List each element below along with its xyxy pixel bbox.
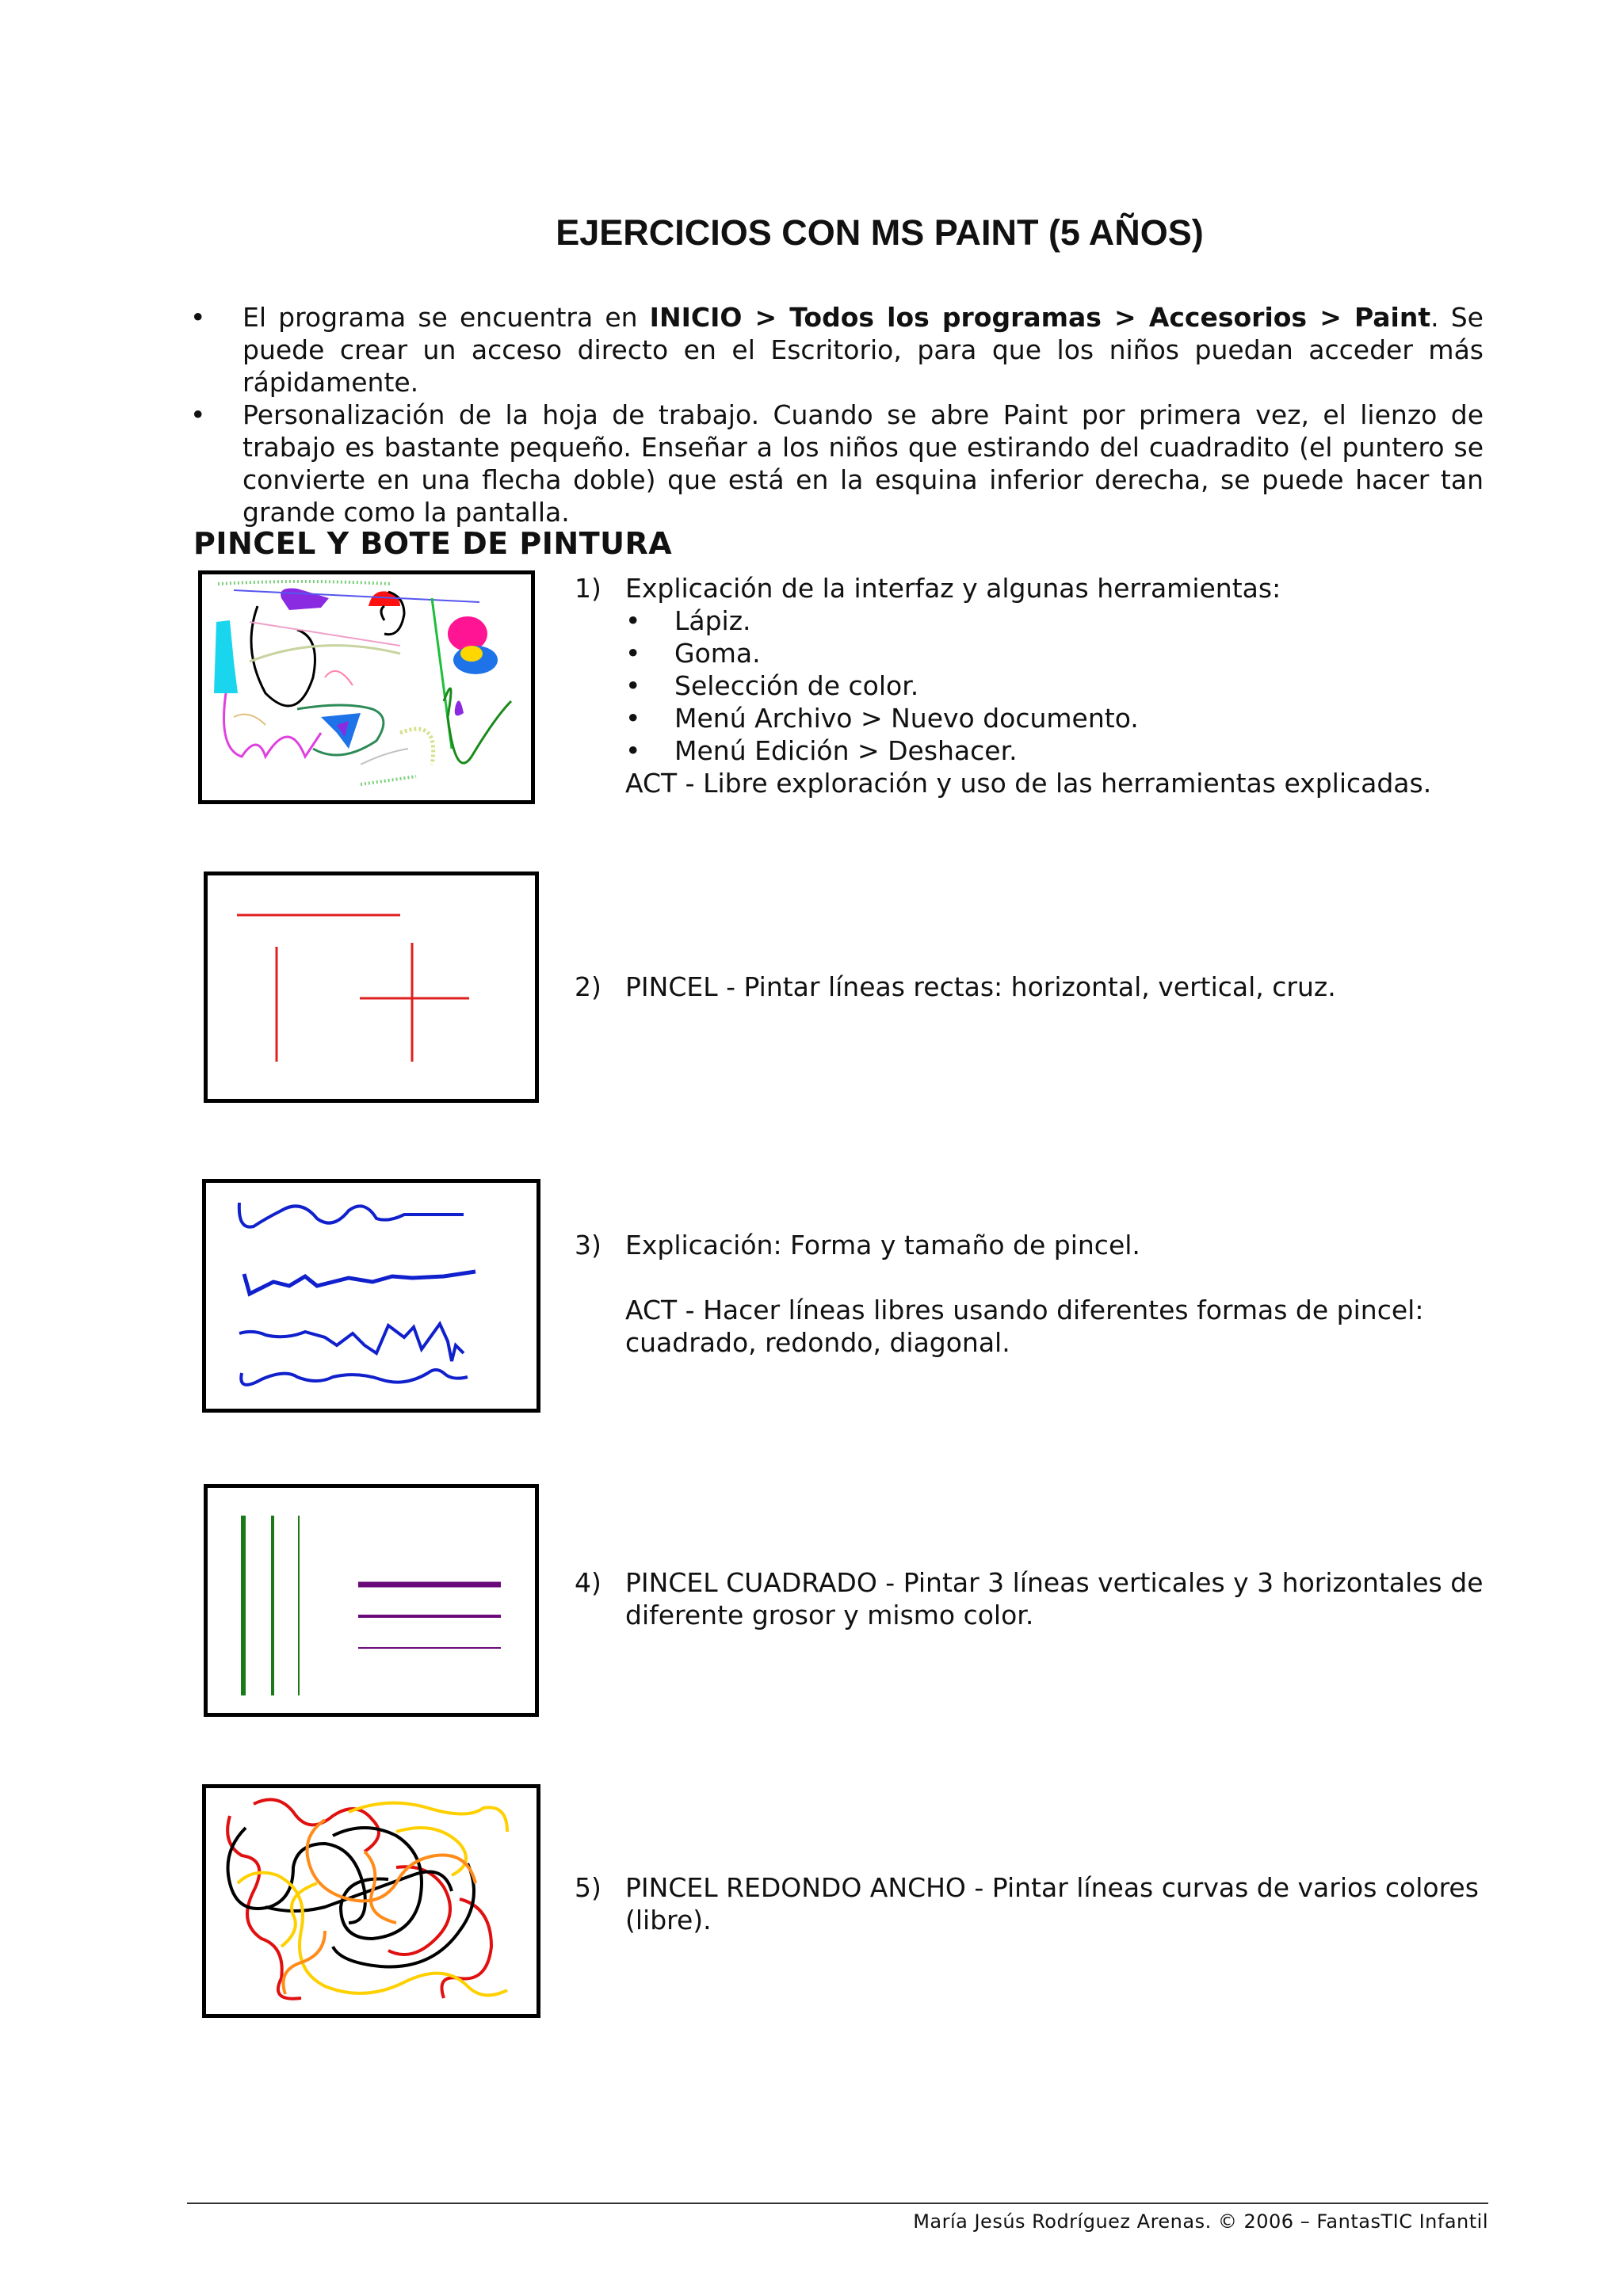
- step-number: 4): [575, 1567, 601, 1598]
- drawing-round-brush-curves-art: [206, 1788, 537, 2014]
- step-3: [575, 1229, 1526, 1359]
- step-number: 3): [575, 1230, 601, 1261]
- tool-list: [625, 605, 1526, 767]
- bullet: •: [625, 670, 641, 701]
- step-text: PINCEL CUADRADO - Pintar 3 líneas verticales y 3 horizontales de diferente grosor y mismo color.: [625, 1567, 1484, 1630]
- tool-label: Menú Edición > Deshacer.: [674, 735, 1018, 766]
- step-text: PINCEL - Pintar líneas rectas: horizontal, vertical, cruz.: [625, 971, 1336, 1002]
- document-title: EJERCICIOS CON MS PAINT (5 AÑOS): [556, 212, 1204, 253]
- tool-item: [625, 734, 1526, 767]
- tool-label: Menú Archivo > Nuevo documento.: [674, 703, 1139, 734]
- drawing-square-brush: [204, 1484, 539, 1717]
- bullet: •: [625, 735, 641, 766]
- bullet: •: [190, 302, 206, 333]
- step-text: PINCEL REDONDO ANCHO - Pintar líneas curvas de varios colores (libre).: [625, 1872, 1479, 1936]
- tool-item: [625, 669, 1526, 702]
- tool-label: Lápiz.: [674, 605, 751, 636]
- step-text: Explicación de la interfaz y algunas herramientas:: [625, 573, 1281, 604]
- bullet: •: [190, 399, 206, 430]
- tool-label: Goma.: [674, 638, 761, 669]
- step-number: 5): [575, 1872, 601, 1903]
- step-activity: ACT - Libre exploración y uso de las herramientas explicadas.: [625, 768, 1432, 799]
- intro-text: . Se puede crear un acceso directo en el Escritorio, para que los niños puedan acceder más rápidamente.: [242, 302, 1484, 398]
- drawing-free-exploration-art: [202, 574, 531, 800]
- step-text: Explicación: Forma y tamaño de pincel.: [625, 1230, 1140, 1261]
- intro-path: INICIO > Todos los programas > Accesorios > Paint: [649, 302, 1431, 333]
- intro-text: El programa se encuentra en: [242, 302, 650, 333]
- intro-item: [187, 301, 1484, 399]
- bullet: •: [625, 605, 641, 636]
- drawing-free-exploration: [198, 570, 535, 804]
- bullet: •: [625, 703, 641, 734]
- step-2: [575, 971, 1526, 1003]
- bullet: •: [625, 638, 641, 669]
- step-1: [575, 572, 1526, 799]
- section-title: PINCEL Y BOTE DE PINTURA: [193, 526, 673, 561]
- tool-item: [625, 637, 1526, 669]
- drawing-brush-shapes-art: [206, 1183, 537, 1409]
- drawing-square-brush-art: [208, 1488, 535, 1713]
- tool-item: [625, 605, 1526, 637]
- intro-item: [187, 399, 1484, 528]
- step-activity: ACT - Hacer líneas libres usando diferentes formas de pincel: cuadrado, redondo, diagonal.: [625, 1295, 1424, 1358]
- intro-list: [187, 301, 1484, 528]
- footer-credit: María Jesús Rodríguez Arenas. © 2006 – FantasTIC Infantil: [913, 2210, 1488, 2233]
- step-number: 1): [575, 573, 601, 604]
- drawing-round-brush-curves: [202, 1784, 540, 2018]
- drawing-brush-shapes: [202, 1179, 540, 1413]
- step-5: [575, 1871, 1526, 1936]
- tool-label: Selección de color.: [674, 670, 919, 701]
- drawing-straight-lines: [204, 871, 539, 1103]
- tool-item: [625, 702, 1526, 734]
- drawing-straight-lines-art: [208, 875, 535, 1099]
- step-number: 2): [575, 971, 601, 1002]
- intro-text: Personalización de la hoja de trabajo. Cuando se abre Paint por primera vez, el lienzo de trabajo es bastante pequeño. Enseñar a los niños que estirando del cuadradito (el puntero se convierte en una flecha doble) que está en la esquina inferior derecha, se puede hacer tan grande como la pantalla.: [242, 399, 1484, 528]
- step-4: [575, 1566, 1526, 1631]
- footer-divider: [187, 2203, 1488, 2204]
